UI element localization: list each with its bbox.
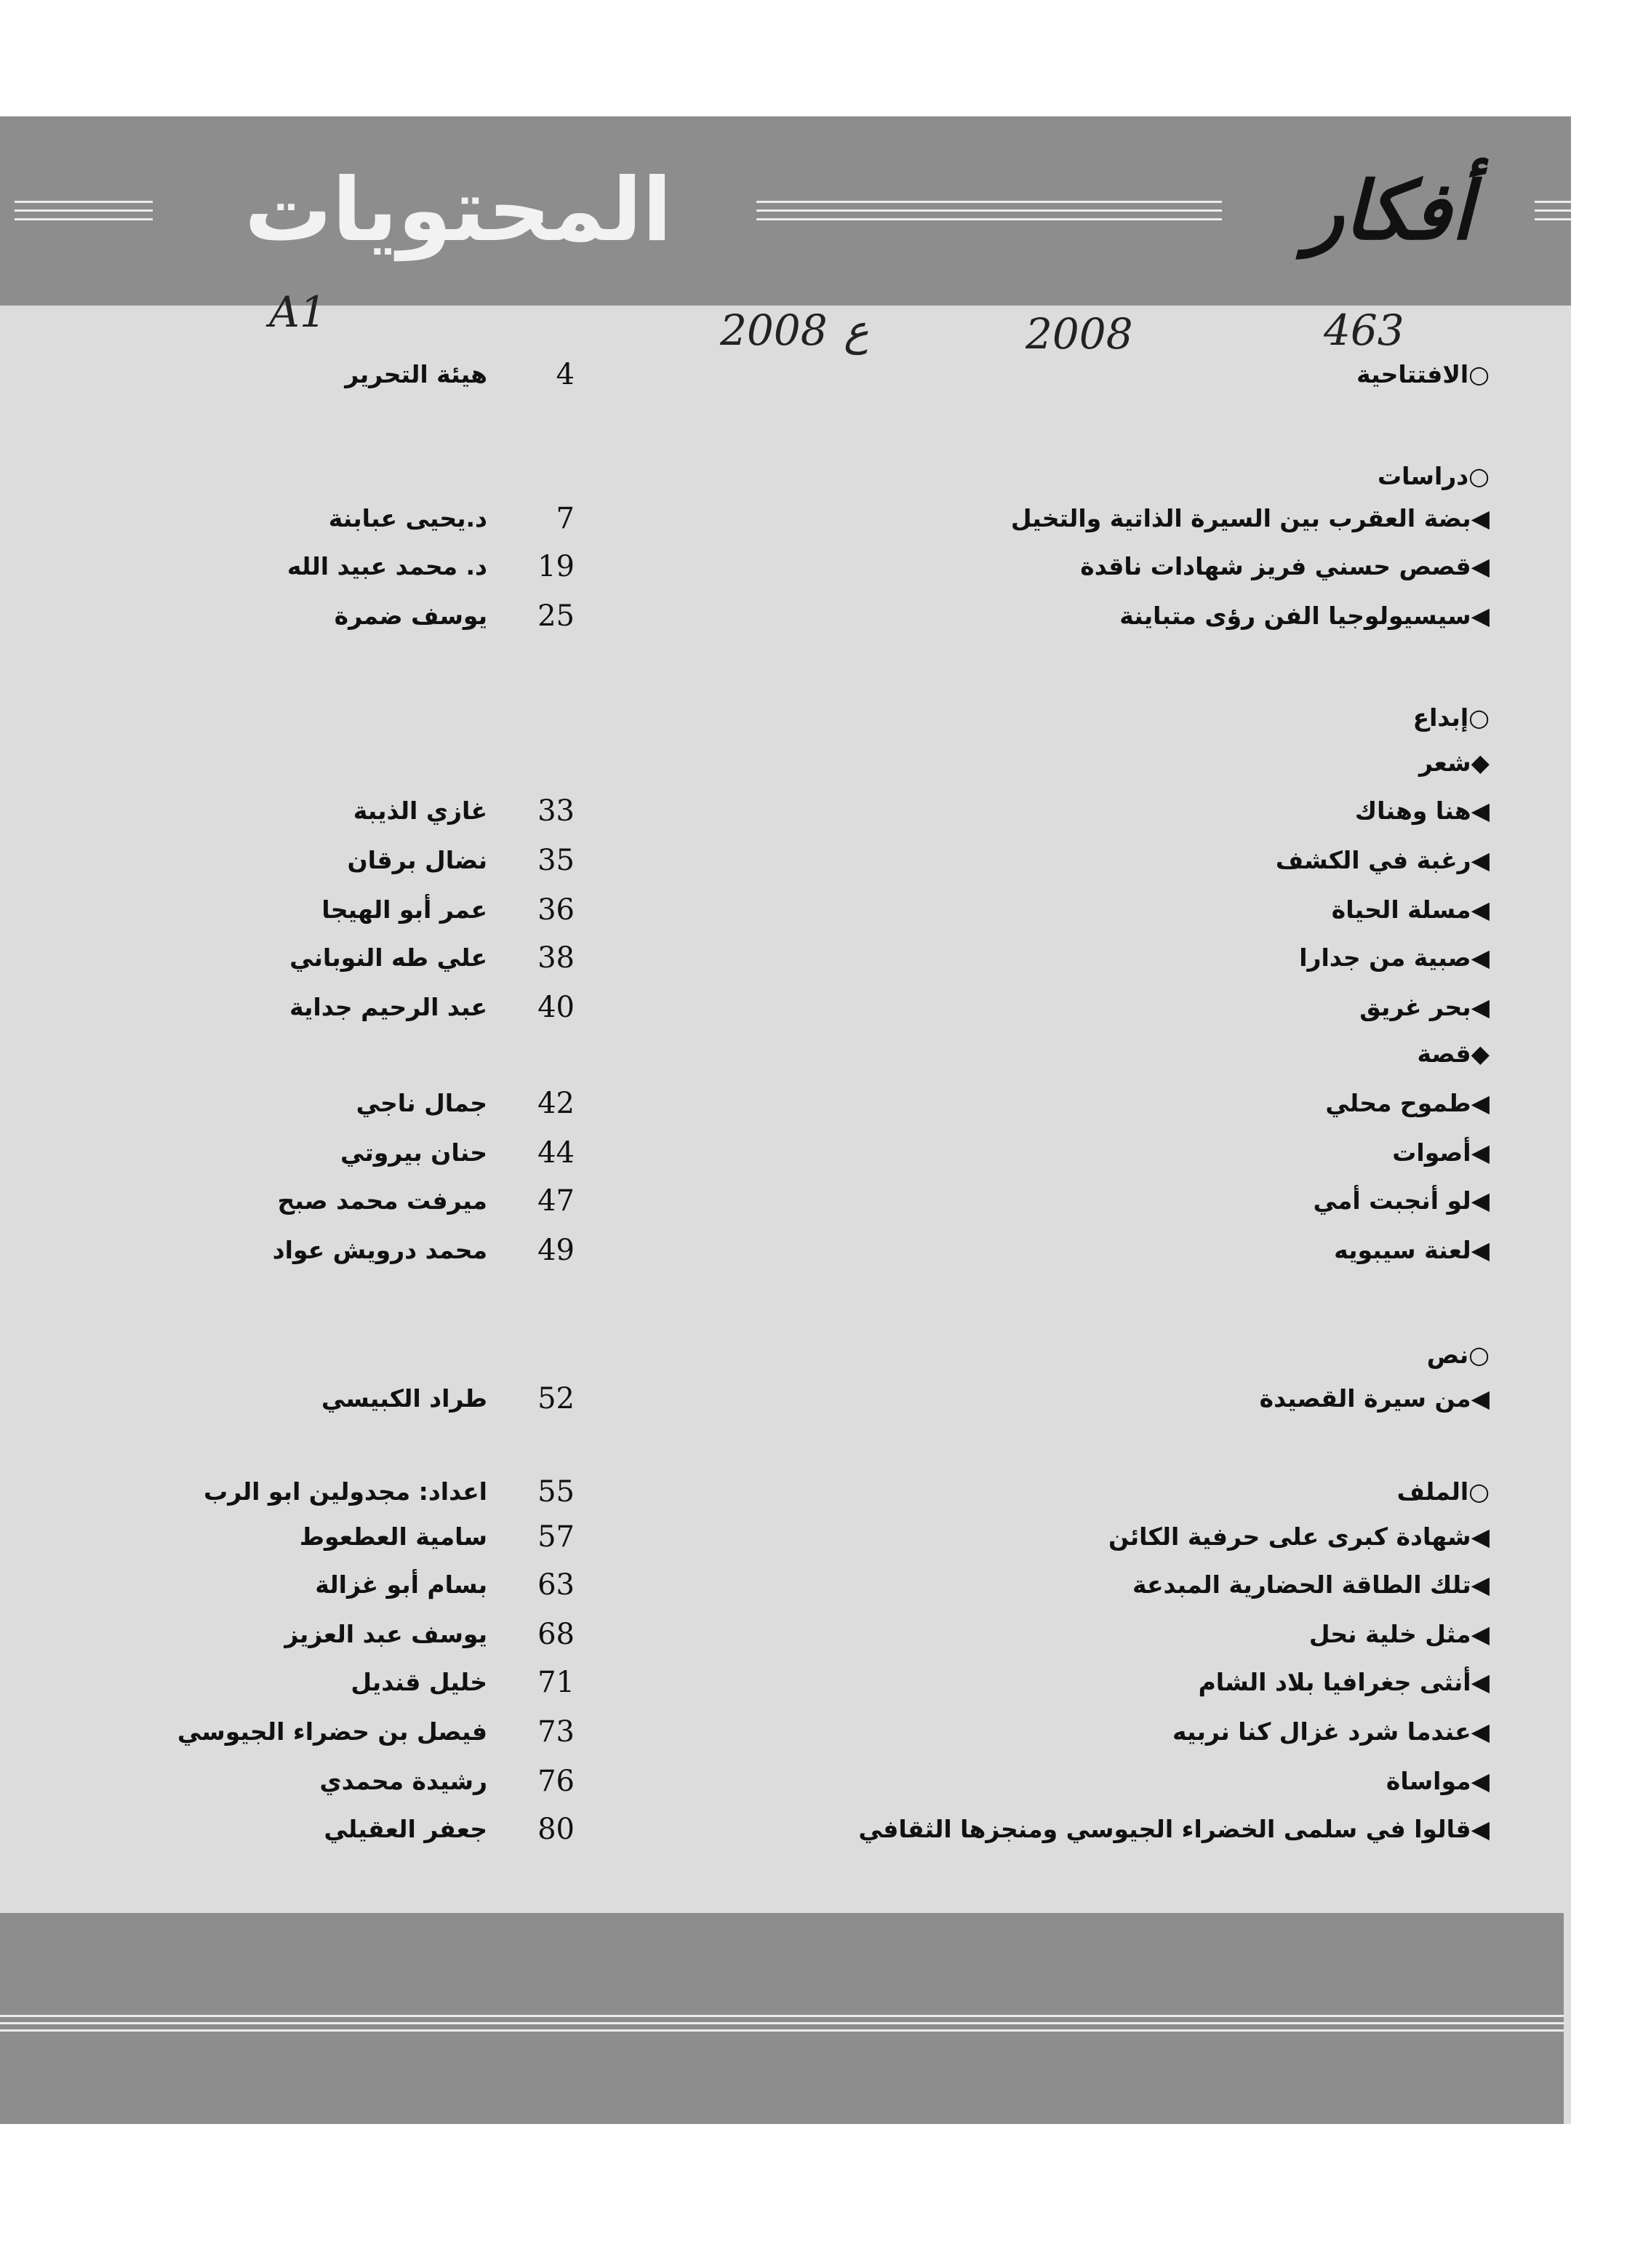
toc-entry-title: ◀بضة العقرب بين السيرة الذاتية والتخيل (1010, 504, 1490, 532)
section-heading: ○دراسات (1377, 462, 1490, 490)
toc-page-number: 25 (537, 599, 575, 633)
section-heading: ○الملف (1396, 1477, 1490, 1506)
toc-author: د.يحيى عبابنة (328, 504, 487, 532)
toc-page-number: 35 (537, 844, 575, 877)
toc-page-number: 73 (537, 1715, 575, 1749)
toc-page-number: 4 (556, 358, 575, 391)
toc-entry-title: ◀من سيرة القصيدة (1259, 1384, 1490, 1413)
handwritten-note: 2008 (720, 306, 828, 355)
toc-entry-title: ◀قالوا في سلمى الخضراء الجيوسي ومنجزها الثقافي (858, 1815, 1490, 1843)
toc-page-number: 38 (537, 941, 575, 975)
toc-page-number: 63 (537, 1568, 575, 1602)
footer-band (0, 1913, 1564, 2124)
toc-author: يوسف عبد العزيز (284, 1620, 487, 1648)
toc-entry-title: ◀سيسيولوجيا الفن رؤى متباينة (1119, 602, 1490, 630)
toc-page-number: 76 (537, 1765, 575, 1798)
toc-page-number: 40 (537, 991, 575, 1024)
toc-page-number: 33 (537, 794, 575, 828)
handwritten-note: ع (844, 306, 869, 355)
toc-author: نضال برقان (347, 846, 487, 874)
toc-entry-title: ◀طموح محلي (1325, 1089, 1490, 1117)
toc-page-number: 19 (537, 550, 575, 583)
handwritten-note: A1 (269, 287, 327, 337)
toc-page-number: 36 (537, 893, 575, 927)
toc-entry-title: ◀أصوات (1392, 1138, 1490, 1167)
toc-author: د. محمد عبيد الله (287, 552, 487, 580)
toc-entry-title: ◀مسلة الحياة (1331, 895, 1490, 924)
toc-entry-title: ◀شهادة كبرى على حرفية الكائن (1108, 1522, 1490, 1551)
toc-author: هيئة التحرير (345, 360, 487, 388)
toc-page-number: 52 (537, 1382, 575, 1415)
subsection-heading: ◆قصة (1417, 1039, 1490, 1068)
toc-author: رشيدة محمدي (319, 1767, 487, 1795)
toc-author: جعفر العقيلي (324, 1815, 487, 1843)
toc-author: عمر أبو الهيجا (321, 895, 487, 924)
toc-entry-title: ◀لو أنجبت أمي (1313, 1186, 1490, 1215)
toc-author: طراد الكبيسي (321, 1384, 487, 1413)
toc-entry-title: ◀رغبة في الكشف (1275, 846, 1490, 874)
toc-author: فيصل بن حضراء الجيوسي (177, 1717, 487, 1746)
page-title: المحتويات (244, 160, 673, 261)
subsection-heading: ◆شعر (1419, 748, 1490, 777)
toc-page-number: 55 (537, 1475, 575, 1509)
toc-entry-title: ◀أنثى جغرافيا بلاد الشام (1198, 1668, 1490, 1696)
toc-author: عبد الرحيم جداية (289, 993, 487, 1021)
toc-entry-title: ◀عندما شرد غزال كنا نربيه (1172, 1717, 1490, 1746)
toc-entry-title: ◀مثل خلية نحل (1308, 1620, 1490, 1648)
toc-entry-title: ◀لعنة سيبويه (1334, 1236, 1490, 1264)
toc-author: خليل قنديل (351, 1668, 487, 1696)
toc-page-number: 42 (537, 1087, 575, 1120)
toc-page-number: 7 (556, 502, 575, 535)
toc-author: ميرفت محمد صبح (277, 1186, 487, 1215)
toc-author: علي طه النوباني (289, 943, 487, 972)
toc-page-number: 57 (537, 1520, 575, 1554)
toc-entry-title: ◀قصص حسني فريز شهادات ناقدة (1080, 552, 1490, 580)
toc-author: محمد درويش عواد (272, 1236, 487, 1264)
toc-author: جمال ناجي (356, 1089, 487, 1117)
toc-entry-title: ◀تلك الطاقة الحضارية المبدعة (1132, 1570, 1490, 1599)
toc-entry-title: ◀مواساة (1386, 1767, 1490, 1795)
handwritten-note: 463 (1324, 306, 1404, 355)
toc-page-number: 44 (537, 1136, 575, 1170)
toc-entry-title: ◀هنا وهناك (1354, 796, 1490, 825)
toc-page-number: 80 (537, 1813, 575, 1846)
toc-page-number: 47 (537, 1184, 575, 1218)
section-heading: ○الافتتاحية (1356, 360, 1490, 388)
section-heading: ○إبداع (1412, 703, 1490, 732)
toc-author: اعداد: مجدولين ابو الرب (204, 1477, 487, 1506)
toc-entry-title: ◀بحر غريق (1359, 993, 1490, 1021)
toc-page-number: 71 (537, 1666, 575, 1699)
handwritten-note: 2008 (1026, 309, 1133, 359)
toc-entry-title: ◀صبية من جدارا (1299, 943, 1490, 972)
section-heading: ○نص (1426, 1341, 1490, 1369)
toc-page-number: 68 (537, 1618, 575, 1651)
toc-page-number: 49 (537, 1234, 575, 1267)
toc-author: سامية العطعوط (299, 1522, 487, 1551)
toc-author: غازي الذيبة (353, 796, 487, 825)
toc-author: بسام أبو غزالة (315, 1570, 487, 1599)
toc-author: يوسف ضمرة (334, 602, 487, 630)
magazine-logo: أفكار (1305, 164, 1474, 257)
toc-author: حنان بيروتي (340, 1138, 487, 1167)
